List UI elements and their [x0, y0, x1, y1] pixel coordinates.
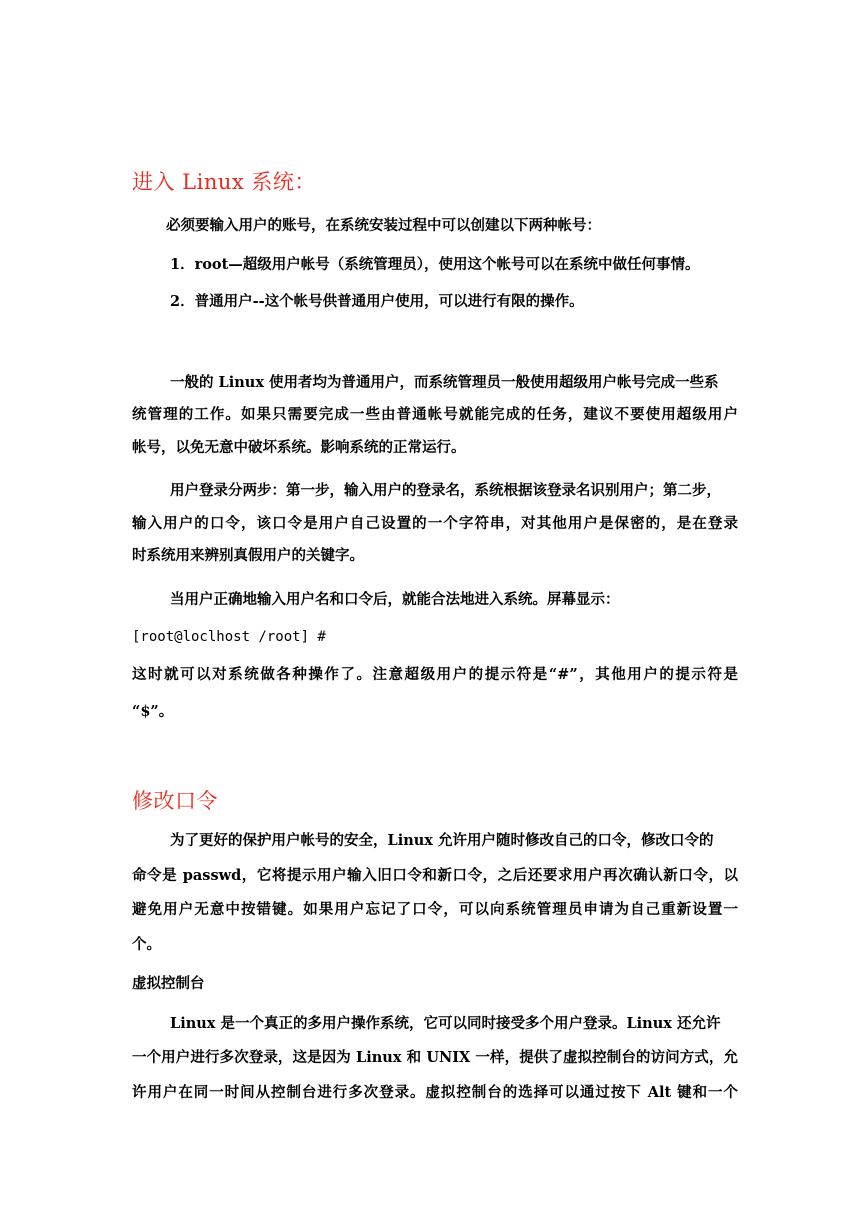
para4-line2: “$”。	[132, 703, 174, 720]
para3: 当用户正确地输入用户名和口令后，就能合法地进入系统。屏幕显示：	[170, 591, 620, 608]
para1-line3: 帐号，以免无意中破坏系统。影响系统的正常运行。	[132, 439, 466, 456]
passwd-para1-line3: 避免用户无意中按错键。如果用户忘记了口令，可以向系统管理员申请为自己重新设置一	[132, 901, 738, 918]
account-item-normal: 2．普通用户--这个帐号供普通用户使用，可以进行有限的操作。	[170, 293, 584, 310]
passwd-para1-line4: 个。	[132, 936, 161, 953]
console-para-line3: 许用户在同一时间从控制台进行多次登录。虚拟控制台的选择可以通过按下 Alt 键和一个	[132, 1084, 738, 1101]
passwd-para1-line2: 命令是 passwd，它将提示用户输入旧口令和新口令，之后还要求用户再次确认新口令，以	[132, 867, 738, 884]
passwd-para1-line1: 为了更好的保护用户帐号的安全，Linux 允许用户随时修改自己的口令，修改口令的	[170, 832, 714, 849]
para2-line2: 输入用户的口令，该口令是用户自己设置的一个字符串，对其他用户是保密的，是在登录	[132, 515, 738, 532]
para2-line3: 时系统用来辨别真假用户的关键字。	[132, 547, 364, 564]
login-intro: 必须要输入用户的账号，在系统安装过程中可以创建以下两种帐号：	[166, 217, 601, 234]
para2-line1: 用户登录分两步：第一步，输入用户的登录名，系统根据该登录名识别用户；第二步，	[170, 482, 721, 499]
section-title-login: 进入 Linux 系统：	[132, 170, 316, 194]
para1-line2: 统管理的工作。如果只需要完成一些由普通帐号就能完成的任务，建议不要使用超级用户	[132, 406, 738, 423]
account-item-root: 1．root—超级用户帐号（系统管理员），使用这个帐号可以在系统中做任何事情。	[170, 256, 700, 273]
section-title-passwd: 修改口令	[132, 789, 218, 813]
para4-line1: 这时就可以对系统做各种操作了。注意超级用户的提示符是“#”，其他用户的提示符是	[132, 666, 738, 683]
shell-prompt: [root@loclhost /root] #	[132, 629, 326, 645]
subheading-virtual-console: 虚拟控制台	[132, 975, 205, 992]
console-para-line2: 一个用户进行多次登录，这是因为 Linux 和 UNIX 一样，提供了虚拟控制台的访问方式，允	[132, 1049, 738, 1066]
para1-line1: 一般的 Linux 使用者均为普通用户，而系统管理员一般使用超级用户帐号完成一些系	[170, 374, 719, 391]
console-para-line1: Linux 是一个真正的多用户操作系统，它可以同时接受多个用户登录。Linux 还允许	[170, 1015, 721, 1032]
